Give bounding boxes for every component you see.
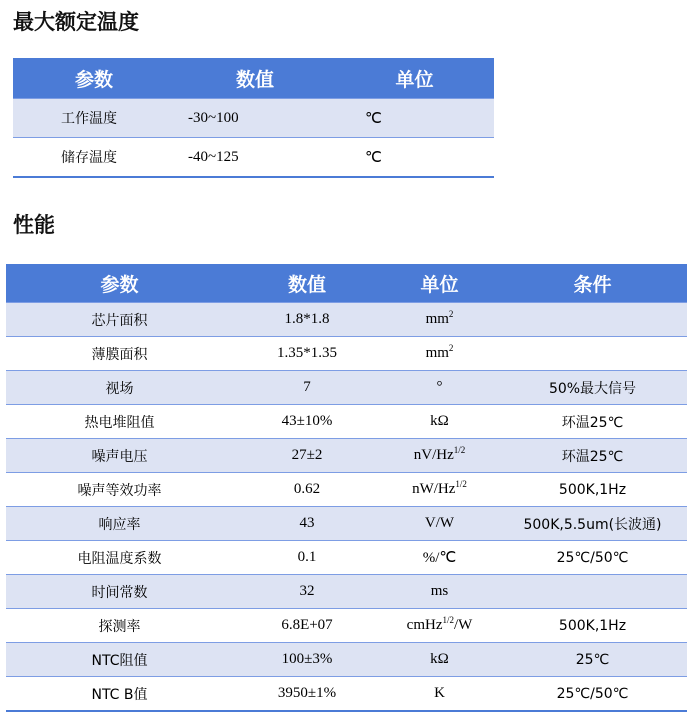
cell-value: 27±2 <box>233 439 381 473</box>
cell-condition: 500K,5.5um(长波通) <box>498 507 687 541</box>
table-row <box>6 473 687 507</box>
cell-param: 芯片面积 <box>6 303 233 337</box>
unit-superscript: 2 <box>448 309 454 319</box>
table-row <box>13 99 494 138</box>
unit-superscript: 1/2 <box>455 479 467 489</box>
cell-unit <box>381 439 498 473</box>
table-row <box>6 575 687 609</box>
cell-unit: ms <box>381 575 498 609</box>
max-rated-temperature-table <box>13 58 494 178</box>
cell-param: 工作温度 <box>13 99 175 138</box>
table-header-row <box>6 264 687 303</box>
cell-condition <box>498 303 687 337</box>
cell-param: 热电堆阻值 <box>6 405 233 439</box>
header-value: 数值 <box>175 58 335 99</box>
unit-suffix: /W <box>454 617 473 633</box>
table-row <box>6 371 687 405</box>
header-param: 参数 <box>13 58 175 99</box>
cell-param: 噪声电压 <box>6 439 233 473</box>
unit-superscript: 1/2 <box>453 445 466 455</box>
cell-condition <box>498 337 687 371</box>
cell-param: 时间常数 <box>6 575 233 609</box>
cell-value: 32 <box>233 575 381 609</box>
table-row <box>6 303 687 337</box>
cell-unit <box>381 609 498 643</box>
cell-value: 1.8*1.8 <box>233 303 381 337</box>
unit-superscript: 2 <box>448 343 454 353</box>
cell-param: 薄膜面积 <box>6 337 233 371</box>
cell-condition: 25℃/50℃ <box>498 541 687 575</box>
cell-value: 43 <box>233 507 381 541</box>
cell-param: 探测率 <box>6 609 233 643</box>
header-unit: 单位 <box>335 58 494 99</box>
cell-unit: V/W <box>381 507 498 541</box>
table-header-row <box>13 58 494 99</box>
table-row <box>6 405 687 439</box>
cell-value: -40~125 <box>175 138 335 178</box>
performance-table <box>6 264 687 712</box>
table-row <box>6 337 687 371</box>
cell-unit: ℃ <box>335 99 494 138</box>
cell-value: -30~100 <box>175 99 335 138</box>
unit-text: cmHz <box>406 617 443 633</box>
cell-value: 6.8E+07 <box>233 609 381 643</box>
section-title-performance: 性能 <box>13 213 55 237</box>
cell-param: 响应率 <box>6 507 233 541</box>
unit-text: nV/Hz <box>413 447 454 463</box>
cell-param: 噪声等效功率 <box>6 473 233 507</box>
cell-value: 0.62 <box>233 473 381 507</box>
unit-text: mm <box>425 311 449 327</box>
cell-param: NTC B值 <box>6 677 233 712</box>
cell-unit: K <box>381 677 498 712</box>
cell-unit <box>381 337 498 371</box>
cell-unit: %/℃ <box>381 541 498 575</box>
table-row <box>6 609 687 643</box>
cell-value: 0.1 <box>233 541 381 575</box>
cell-unit: kΩ <box>381 405 498 439</box>
cell-condition: 环温25℃ <box>498 439 687 473</box>
cell-condition <box>498 575 687 609</box>
cell-condition: 25℃ <box>498 643 687 677</box>
cell-condition: 25℃/50℃ <box>498 677 687 712</box>
cell-value: 3950±1% <box>233 677 381 712</box>
header-param: 参数 <box>6 264 233 303</box>
header-value: 数值 <box>233 264 381 303</box>
cell-unit <box>381 473 498 507</box>
cell-param: NTC阻值 <box>6 643 233 677</box>
cell-unit: ° <box>381 371 498 405</box>
cell-param: 储存温度 <box>13 138 175 178</box>
header-unit: 单位 <box>381 264 498 303</box>
table-row <box>6 677 687 712</box>
cell-unit <box>381 303 498 337</box>
cell-param: 视场 <box>6 371 233 405</box>
cell-condition: 50%最大信号 <box>498 371 687 405</box>
cell-unit: ℃ <box>335 138 494 178</box>
cell-condition: 500K,1Hz <box>498 609 687 643</box>
section-title-max-rated-temperature: 最大额定温度 <box>13 10 139 34</box>
cell-value: 7 <box>233 371 381 405</box>
header-condition: 条件 <box>498 264 687 303</box>
table-row <box>6 507 687 541</box>
unit-text: mm <box>425 345 449 361</box>
table-row <box>13 138 494 178</box>
cell-value: 100±3% <box>233 643 381 677</box>
cell-value: 43±10% <box>233 405 381 439</box>
cell-condition: 500K,1Hz <box>498 473 687 507</box>
table-row <box>6 439 687 473</box>
unit-text: nW/Hz <box>412 481 456 497</box>
cell-value: 1.35*1.35 <box>233 337 381 371</box>
table-row <box>6 643 687 677</box>
cell-param: 电阻温度系数 <box>6 541 233 575</box>
unit-superscript: 1/2 <box>442 615 454 625</box>
table-row <box>6 541 687 575</box>
cell-condition: 环温25℃ <box>498 405 687 439</box>
cell-unit: kΩ <box>381 643 498 677</box>
